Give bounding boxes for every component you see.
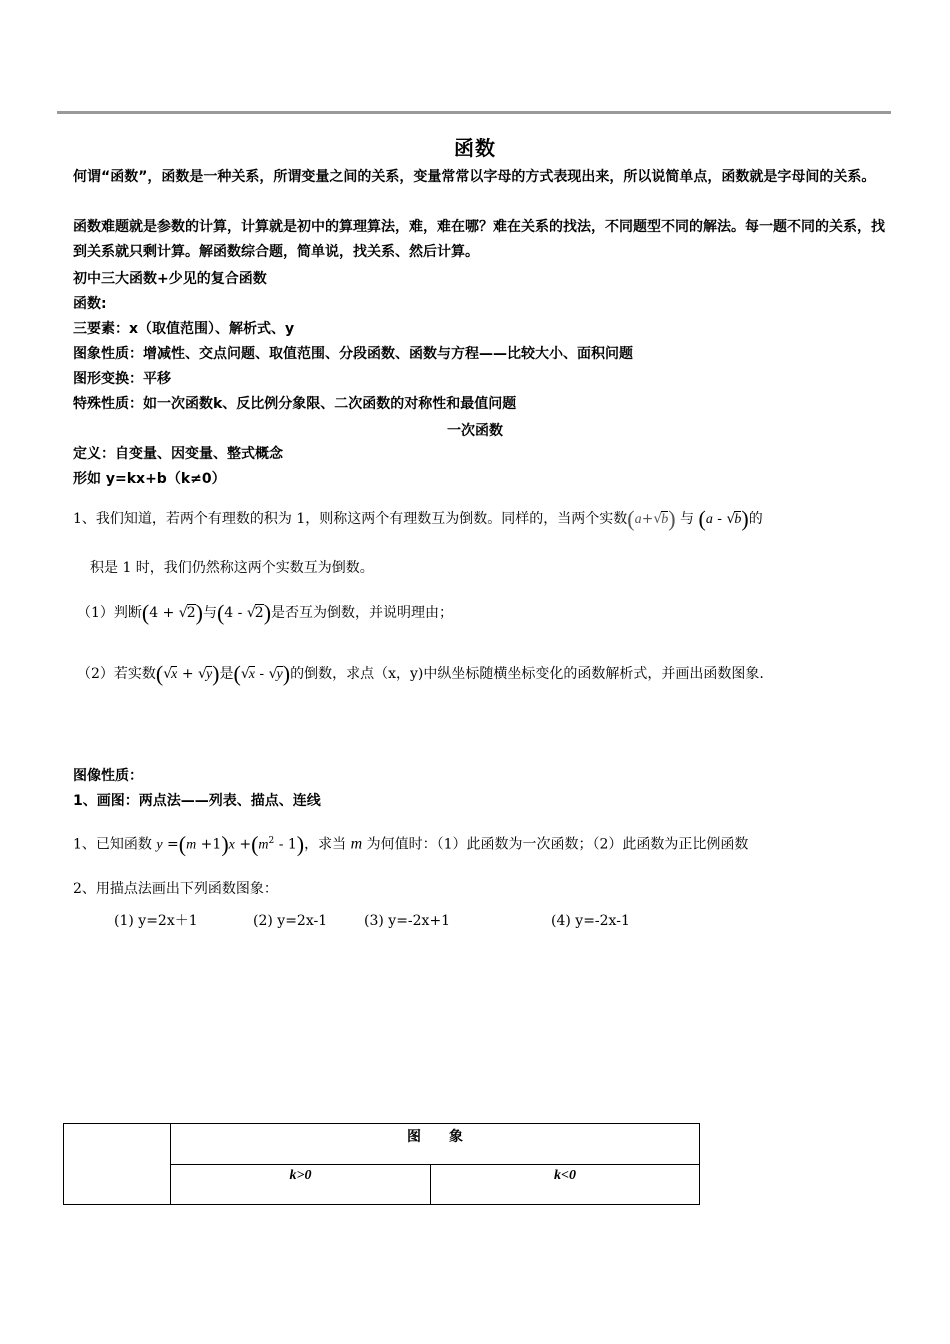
table-header-cell [171,1124,700,1165]
intro-line-three-elements: 三要素：x（取值范围）、解析式、y [73,321,295,337]
drawing-method: 1、画图：两点法——列表、描点、连线 [73,793,321,809]
problem2-text-b: ，求当 [304,836,347,853]
form-line: 形如 y=kx+b（k≠0） [73,471,226,487]
intro-paragraph-1: 何谓“函数”，函数是一种关系，所谓变量之间的关系，变量常常以字母的方式表现出来，所以说简单点，函数就是字母间的关系。 [73,169,876,185]
problem1-text-c: 的 [748,511,763,527]
table-col-k-positive [171,1165,431,1205]
q1-text-a: （1）判断 [77,605,142,621]
problem1-line2: 积是 1 时，我们仍然称这两个实数互为倒数。 [90,560,374,576]
problem3-item-4: (4) y=-2x-1 [551,913,630,929]
problem2-line: 1、已知函数 $y =(m +1)x +(m^2 - 1)$，求当 m 为何值时：（1）此函数为一次函数；（2）此函数为正比例函数 [73,831,749,857]
header-rule [57,111,891,114]
table-col-k-negative [431,1165,700,1205]
intro-line-special: 特殊性质：如一次函数k、反比例分象限、二次函数的对称性和最值问题 [73,396,517,412]
problem1-question1: （1）判断(4 + √2)与(4 - √2)是否互为倒数，并说明理由； [77,600,454,625]
intro-line-functions: 初中三大函数+少见的复合函数 [73,271,267,287]
k-positive-label: k>0 [289,1168,312,1183]
problem1-text-a: 1、我们知道，若两个有理数的积为 1，则称这两个有理数互为倒数。同样的，当两个实数 [73,511,628,527]
k-negative-label: k<0 [554,1168,576,1183]
problem3-line: 2、用描点法画出下列函数图象： [73,881,278,897]
problem1-text-b: 与 [680,511,695,527]
problem1-question2: （2）若实数(√x + √y)是(√x - √y)的倒数，求点（x，y)中纵坐标随横坐标变化的函数解析式，并画出函数图象. [77,661,764,686]
problem3-item-2: (2) y=2x-1 [253,913,328,929]
graph-properties-heading: 图像性质： [73,768,143,784]
problem3-item-3: (3) y=-2x+1 [364,913,451,929]
q2-text-c: 的倒数，求点（x，y)中纵坐标随横坐标变化的函数解析式，并画出函数图象. [290,666,764,682]
section-heading: 一次函数 [447,423,503,439]
problem3-item-1: (1) y=2x＋1 [114,913,198,929]
problem2-text-c: 为何值时：（1）此函数为一次函数；（2）此函数为正比例函数 [366,836,749,853]
intro-line-graph-properties: 图象性质：增减性、交点问题、取值范围、分段函数、函数与方程——比较大小、面积问题 [73,346,633,362]
page-title: 函数 [454,136,496,160]
intro-line-function-label: 函数: [73,296,107,312]
problem1-line1: 1、我们知道，若两个有理数的积为 1，则称这两个有理数互为倒数。同样的，当两个实数(a+√b) 与 (a - √b)的 [73,506,763,531]
intro-paragraph-2: 函数难题就是参数的计算，计算就是初中的算理算法，难，难在哪？难在关系的找法，不同题型不同的解法。每一题不同的关系，找到关系就只剩计算。解函数综合题，简单说，找关系、然后计算。 [73,219,885,260]
definition-line: 定义：自变量、因变量、整式概念 [73,446,283,462]
q2-text-b: 是 [219,666,234,682]
q1-text-c: 是否互为倒数，并说明理由； [271,605,454,621]
q2-text-a: （2）若实数 [77,666,156,682]
intro-line-transform: 图形变换：平移 [73,371,171,387]
table-header-label: 图 象 [407,1129,463,1145]
q1-text-b: 与 [202,605,217,621]
table-blank-cell [64,1124,171,1205]
problem2-text-a: 1、已知函数 [73,836,152,853]
properties-table [63,1123,700,1205]
